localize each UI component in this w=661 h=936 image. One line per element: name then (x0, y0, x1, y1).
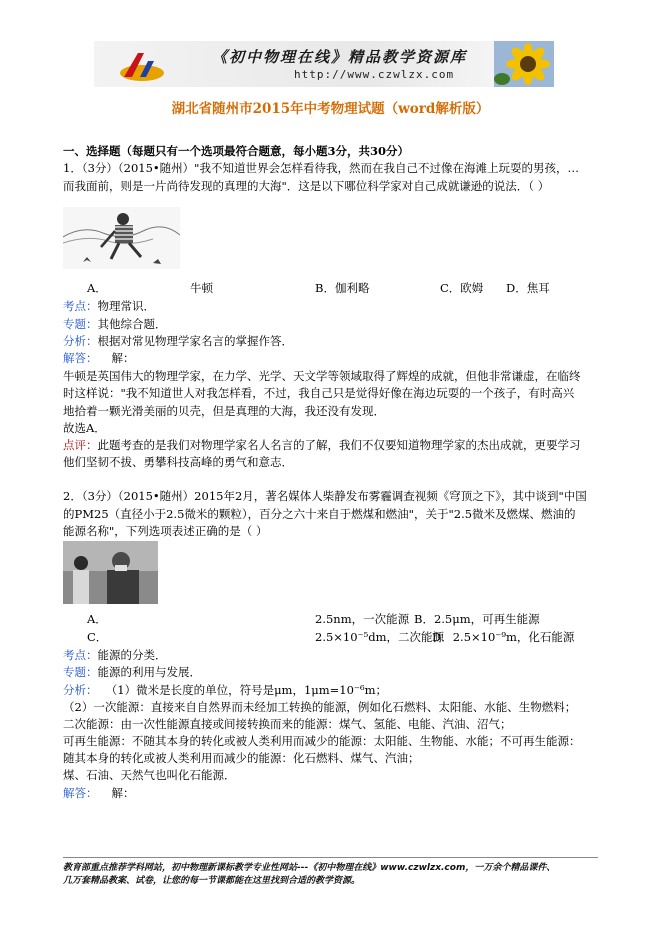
q1-dianping-label: 点评： (63, 438, 98, 452)
q1-solution-line2: 时这样说："我不知道世人对我怎样看，不过，我自己只是觉得好像在海边玩耍的一个孩子，有时高兴 (63, 386, 575, 400)
q1-fenxi-text: 根据对常见物理学家名言的掌握作答． (97, 334, 293, 348)
q2-option-a-mark: A． (87, 612, 107, 626)
q1-option-a-mark: A． (87, 281, 107, 295)
site-banner (94, 41, 554, 87)
q1-answer: 故选A． (63, 421, 106, 435)
banner-url: http://www.czwlzx.com (294, 68, 455, 81)
q1-zhuanti-label: 专题： (63, 317, 98, 331)
q2-option-b: B．2.5μm，可再生能源 (414, 612, 540, 626)
q2-analysis-line5: 煤、石油、天然气也叫化石能源． (63, 768, 236, 782)
q1-option-c: C．欧姆 (440, 281, 484, 295)
footer-divider (63, 857, 598, 858)
q1-kaodian-label: 考点： (63, 299, 98, 313)
sunflower-image (494, 41, 554, 87)
page-footer (63, 862, 555, 888)
q2-analysis-line1: （2）一次能源：直接来自自然界而未经加工转换的能源，例如化石燃料、太阳能、水能、生物燃料； (63, 700, 577, 714)
q2-chai-jing-photo (63, 541, 158, 604)
q1-option-d: D．焦耳 (506, 281, 550, 295)
q1-solution-line3: 地拾着一颗光滑美丽的贝壳，但是真理的大海，我还没有发现． (63, 404, 385, 418)
q2-zhuanti-label: 专题： (63, 665, 98, 679)
q2-jieda-label: 解答： (63, 786, 98, 800)
q1-jieda-label: 解答： (63, 351, 98, 365)
footer-line1: 教育部重点推荐学科网站，初中物理新课标教学专业性网站---《初中物理在线》www.czwlzx.com，一万余个精品课件、 (63, 863, 556, 873)
q2-stem-line2: 的PM25（直径小于2.5微米的颗粒），百分之六十来自于燃煤和燃油"，关于"2.5微米及燃煤、燃油的 (63, 507, 576, 521)
footer-line2: 几万套精品教案、试卷，让您的每一节课都能在这里找到合适的教学资源。 (63, 876, 361, 886)
q1-option-a-text: 牛顿 (190, 281, 213, 295)
q2-option-c-text: 2.5×10⁻⁵dm，二次能源 (315, 630, 445, 644)
q2-analysis-line4: 随其本身的转化或被人类利用而减少的能源：化石燃料、煤气、汽油； (63, 751, 420, 765)
q2-analysis-line3: 可再生能源：不随其本身的转化或被人类利用而减少的能源：太阳能、生物能、水能；不可再生能源： (63, 734, 581, 748)
q2-zhuanti-text: 能源的利用与发展． (97, 665, 201, 679)
q1-zhuanti-text: 其他综合题． (97, 317, 167, 331)
q2-kaodian-text: 能源的分类． (97, 648, 167, 662)
q2-kaodian-label: 考点： (63, 648, 98, 662)
q1-option-b: B．伽利略 (315, 281, 370, 295)
q2-jieda-text: 解： (111, 786, 135, 800)
q2-fenxi-label: 分析： (63, 683, 98, 697)
q2-stem-line1: 2．（3分）（2015•随州）2015年2月，著名媒体人柴静发布雾霾调查视频《穹顶之下》，其中谈到"中国 (63, 489, 587, 503)
q1-dianping-text: 此题考查的是我们对物理学家名人名言的了解，我们不仅要知道物理学家的杰出成就，更要学习 (97, 438, 581, 452)
q2-fenxi-text: （1）微米是长度的单位，符号是μm，1μm=10⁻⁶m； (111, 683, 387, 697)
q1-stem-line2: 而我面前，则是一片尚待发现的真理的大海"．这是以下哪位科学家对自己成就谦逊的说法．（ ） (63, 179, 550, 193)
q1-fenxi-label: 分析： (63, 334, 98, 348)
q1-dianping-line2: 他们坚韧不拔、勇攀科技高峰的勇气和意志． (63, 455, 293, 469)
q1-kaodian-text: 物理常识． (97, 299, 155, 313)
q1-stem-line1: 1．（3分）（2015•随州）"我不知道世界会怎样看待我，然而在我自己不过像在海滩上玩耍的男孩，… (63, 161, 579, 175)
q1-solution-line1: 牛顿是英国伟大的物理学家，在力学、光学、天文学等领域取得了辉煌的成就，但他非常谦虚，在临终 (63, 369, 581, 383)
q2-analysis-line2: 二次能源：由一次性能源直接或间接转换而来的能源：煤气、氢能、电能、汽油、沼气； (63, 717, 512, 731)
q1-jieda-text: 解： (111, 351, 135, 365)
site-logo (114, 47, 166, 85)
q2-option-d: D．2.5×10⁻⁹m，化石能源 (432, 630, 575, 644)
section-heading: 一、选择题（每题只有一个选项最符合题意，每小题3分，共30分） (63, 144, 410, 158)
q2-stem-line3: 能源名称"，下列选项表述正确的是（ ） (63, 524, 268, 538)
document-title: 湖北省随州市2015年中考物理试题（word解析版） (171, 101, 490, 117)
q2-option-a-text: 2.5nm，一次能源 (315, 612, 410, 626)
q2-option-c-mark: C． (87, 630, 108, 644)
q1-boy-on-beach-illustration (63, 207, 180, 269)
banner-title: 《初中物理在线》精品教学资源库 (212, 48, 468, 66)
